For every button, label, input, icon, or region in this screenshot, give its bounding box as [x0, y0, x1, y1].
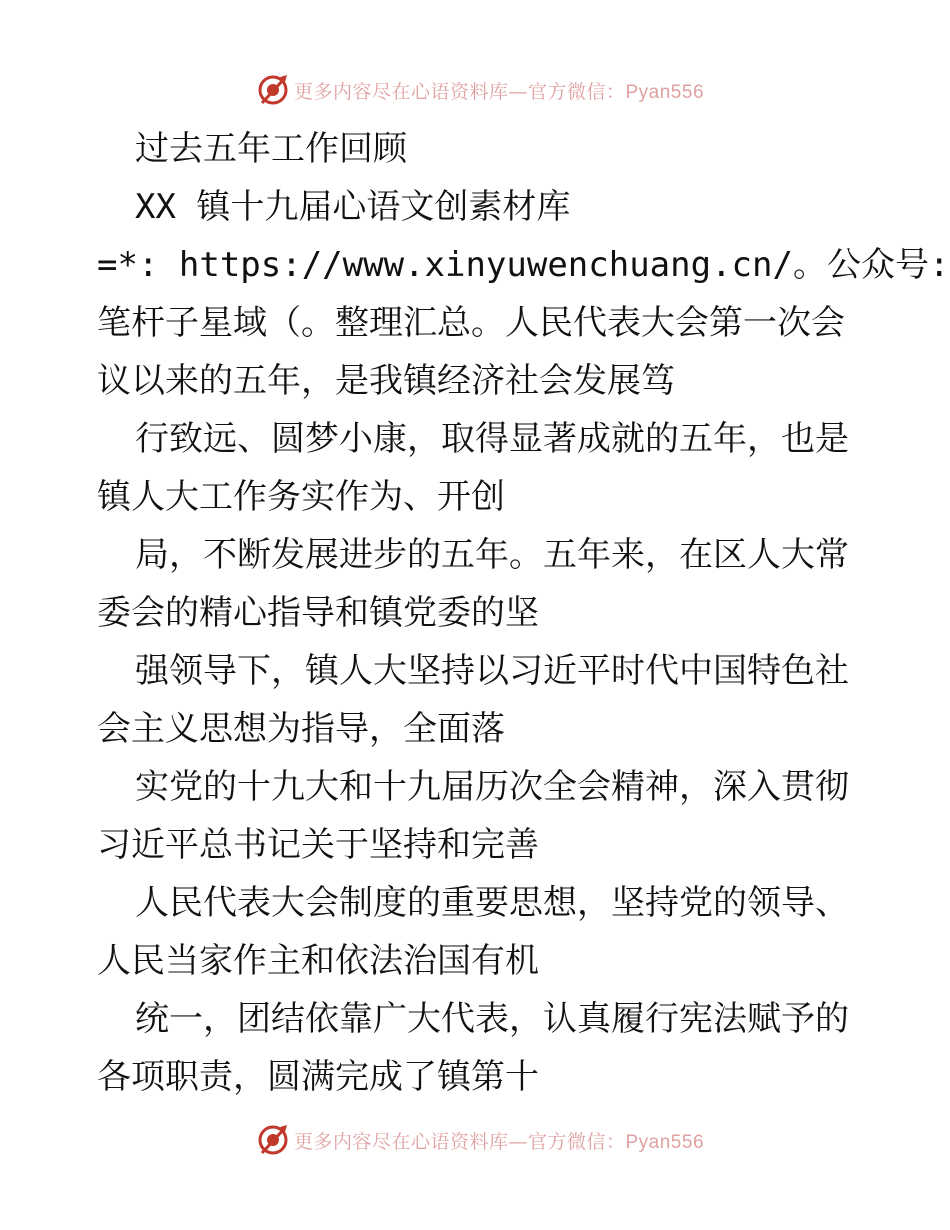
- wechat-handle: Pyan556: [625, 81, 705, 103]
- pen-logo-icon: [256, 73, 290, 107]
- doc-line: 议以来的五年，是我镇经济社会发展笃: [97, 361, 675, 401]
- doc-line: 委会的精心指导和镇党委的坚: [97, 593, 539, 633]
- doc-line: 会主义思想为指导，全面落: [97, 709, 505, 749]
- banner-content: [256, 73, 704, 107]
- doc-line: 强领导下，镇人大坚持以习近平时代中国特色社: [135, 651, 849, 691]
- doc-line: 笔杆子星域（。整理汇总。人民代表大会第一次会: [97, 303, 845, 343]
- doc-line: 实党的十九大和十九届历次全会精神，深入贯彻: [135, 767, 849, 807]
- footer-watermark-banner: [0, 1120, 950, 1160]
- wechat-handle: Pyan556: [625, 1131, 705, 1153]
- banner-text: 更多内容尽在心语资料库—官方微信：Pyan556: [293, 1130, 705, 1153]
- doc-line: 过去五年工作回顾: [135, 129, 407, 169]
- doc-line: 统一，团结依靠广大代表，认真履行宪法赋予的: [135, 999, 849, 1039]
- doc-line: 人民代表大会制度的重要思想，坚持党的领导、: [135, 883, 849, 923]
- doc-line: 局，不断发展进步的五年。五年来，在区人大常: [135, 535, 849, 575]
- header-watermark-banner: [0, 70, 950, 110]
- doc-line: 人民当家作主和依法治国有机: [97, 941, 539, 981]
- pen-logo-icon: [256, 1123, 290, 1157]
- doc-line: 镇人大工作务实作为、开创: [97, 477, 505, 517]
- banner-content: [256, 1123, 704, 1157]
- banner-text: 更多内容尽在心语资料库—官方微信：Pyan556: [293, 80, 705, 103]
- document-body: [97, 120, 950, 1106]
- doc-line: XX 镇十九届心语文创素材库: [135, 187, 571, 227]
- doc-line: 习近平总书记关于坚持和完善: [97, 825, 539, 865]
- doc-line: 各项职责，圆满完成了镇第十: [97, 1057, 539, 1097]
- doc-line: 行致远、圆梦小康，取得显著成就的五年，也是: [135, 419, 849, 459]
- doc-line: =*: https://www.xinyuwenchuang.cn/。公众号:: [97, 245, 950, 285]
